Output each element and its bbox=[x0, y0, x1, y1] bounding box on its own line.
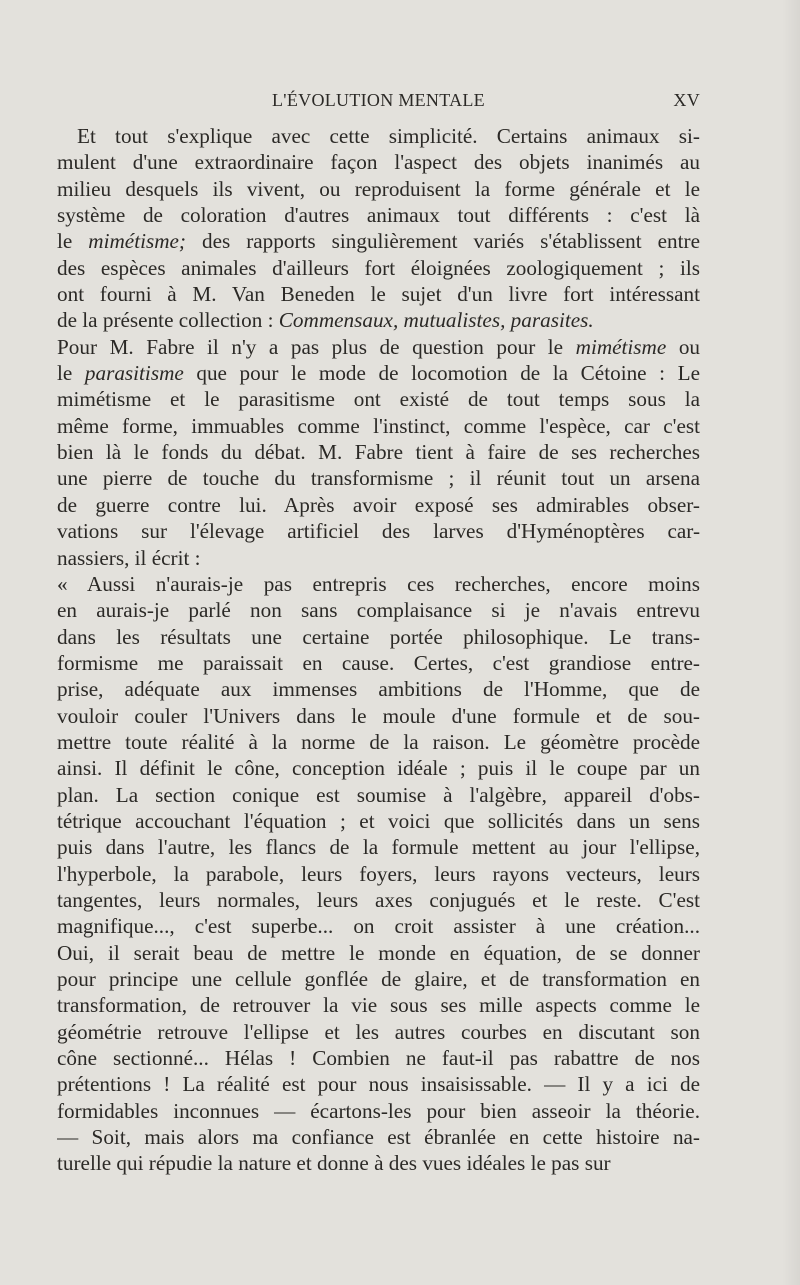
text-run: Oui, il serait beau de mettre le monde en équation, de se donner bbox=[57, 940, 700, 965]
text-run: dans les résultats une certaine portée philosophique. Le trans- bbox=[57, 624, 700, 649]
body-text bbox=[57, 123, 700, 1177]
text-run: géométrie retrouve l'ellipse et les autres courbes en discutant son bbox=[57, 1019, 700, 1044]
text-line bbox=[57, 597, 700, 623]
page-edge-shadow bbox=[782, 0, 800, 1285]
text-run: le bbox=[57, 229, 89, 254]
text-run: transformation, de retrouver la vie sous ses mille aspects comme le bbox=[57, 993, 700, 1018]
text-line bbox=[57, 1098, 700, 1124]
text-line bbox=[57, 729, 700, 755]
text-run: « Aussi n'aurais-je pas entrepris ces recherches, encore moins bbox=[57, 571, 700, 596]
text-run: nassiers, il écrit : bbox=[57, 545, 201, 570]
text-run: vations sur l'élevage artificiel des larves d'Hyménoptères car- bbox=[57, 519, 700, 544]
text-line bbox=[57, 703, 700, 729]
text-line bbox=[57, 545, 700, 571]
text-run: pour principe une cellule gonflée de glaire, et de transformation en bbox=[57, 967, 700, 991]
text-run: tétrique accouchant l'équation ; et voici que sollicités dans un sens bbox=[57, 808, 700, 833]
text-run: mimétisme et le parasitisme ont existé de tout temps sous la bbox=[57, 387, 700, 412]
text-run: mulent d'une extraordinaire façon l'aspect des objets inanimés au bbox=[57, 150, 700, 175]
text-run: cône sectionné... Hélas ! Combien ne faut-il pas rabattre de nos bbox=[57, 1046, 700, 1071]
text-line bbox=[57, 887, 700, 913]
text-run: une pierre de touche du transformisme ; il réunit tout un arsena bbox=[57, 466, 700, 491]
text-line bbox=[57, 176, 700, 202]
text-line bbox=[57, 571, 700, 597]
text-line bbox=[57, 386, 700, 412]
text-run: des rapports singulièrement variés s'établissent entre bbox=[185, 229, 700, 254]
text-line bbox=[57, 940, 700, 966]
text-run: le bbox=[57, 361, 85, 386]
text-run: en aurais-je parlé non sans complaisance si je n'avais entrevu bbox=[57, 598, 700, 623]
italic-term: Commensaux, mutualistes, parasites. bbox=[278, 308, 594, 333]
text-run: — Soit, mais alors ma confiance est ébranlée en cette histoire na- bbox=[57, 1125, 700, 1150]
text-line bbox=[57, 518, 700, 544]
text-run: mettre toute réalité à la norme de la raison. Le géomètre procède bbox=[57, 729, 700, 754]
text-run: ont fourni à M. Van Beneden le sujet d'un livre fort intéressant bbox=[57, 282, 700, 307]
text-line bbox=[57, 1045, 700, 1071]
text-run: ou bbox=[666, 334, 700, 359]
text-run: vouloir couler l'Univers dans le moule d'une formule et de sou- bbox=[57, 703, 700, 728]
text-run: même forme, immuables comme l'instinct, comme l'espèce, car c'est bbox=[57, 413, 700, 438]
text-line bbox=[57, 255, 700, 281]
text-line bbox=[57, 1019, 700, 1045]
text-line bbox=[57, 861, 700, 887]
text-run: bien là le fonds du débat. M. Fabre tient à faire de ses recherches bbox=[57, 440, 700, 465]
text-line bbox=[57, 465, 700, 491]
italic-term: parasitisme bbox=[84, 361, 184, 386]
text-line bbox=[57, 439, 700, 465]
text-line bbox=[57, 492, 700, 518]
text-run: de guerre contre lui. Après avoir exposé ses admirables obser- bbox=[57, 492, 700, 517]
text-line bbox=[57, 992, 700, 1018]
text-line bbox=[57, 1071, 700, 1097]
running-head bbox=[57, 90, 700, 114]
text-line bbox=[57, 413, 700, 439]
page-number: XV bbox=[673, 90, 700, 110]
text-run: prise, adéquate aux immenses ambitions de l'Homme, que de bbox=[57, 677, 700, 702]
text-run: magnifique..., c'est superbe... on croit assister à une création... bbox=[57, 914, 700, 939]
text-line bbox=[57, 808, 700, 834]
text-line bbox=[57, 334, 700, 360]
text-run: Pour M. Fabre il n'y a pas plus de question pour le bbox=[57, 334, 576, 359]
text-line bbox=[57, 307, 700, 333]
text-run: plan. La section conique est soumise à l'algèbre, appareil d'obs- bbox=[57, 782, 700, 807]
text-line bbox=[57, 360, 700, 386]
text-run: de la présente collection : bbox=[57, 308, 279, 333]
text-line bbox=[57, 834, 700, 860]
italic-term: mimétisme bbox=[575, 334, 667, 359]
text-run: que pour le mode de locomotion de la Cétoine : Le bbox=[183, 361, 700, 386]
text-line bbox=[57, 149, 700, 175]
text-line bbox=[57, 913, 700, 939]
text-line bbox=[57, 966, 700, 992]
text-run: ainsi. Il définit le cône, conception idéale ; puis il le coupe par un bbox=[57, 756, 700, 781]
text-line bbox=[57, 755, 700, 781]
text-line bbox=[57, 202, 700, 228]
text-line bbox=[57, 624, 700, 650]
text-line bbox=[57, 1150, 700, 1176]
text-line bbox=[57, 676, 700, 702]
text-line bbox=[57, 782, 700, 808]
text-run: l'hyperbole, la parabole, leurs foyers, leurs rayons vecteurs, leurs bbox=[57, 861, 700, 886]
text-run: puis dans l'autre, les flancs de la formule mettent au jour l'ellipse, bbox=[57, 835, 700, 860]
running-head-title: L'ÉVOLUTION MENTALE bbox=[272, 90, 485, 110]
text-run: prétentions ! La réalité est pour nous insaisissable. — Il y a ici de bbox=[57, 1072, 700, 1097]
text-run: turelle qui répudie la nature et donne à des vues idéales le pas sur bbox=[57, 1151, 611, 1176]
text-line bbox=[57, 281, 700, 307]
text-run: tangentes, leurs normales, leurs axes conjugués et le reste. C'est bbox=[57, 887, 700, 912]
text-run: milieu desquels ils vivent, ou reproduisent la forme générale et le bbox=[57, 176, 700, 201]
text-line bbox=[57, 123, 700, 149]
text-run: formisme me paraissait en cause. Certes, c'est grandiose entre- bbox=[57, 650, 700, 675]
text-run: formidables inconnues — écartons-les pour bien asseoir la théorie. bbox=[57, 1098, 700, 1123]
text-run: système de coloration d'autres animaux tout différents : c'est là bbox=[57, 203, 700, 228]
text-line bbox=[57, 650, 700, 676]
italic-term: mimétisme; bbox=[88, 229, 186, 254]
text-run: Et tout s'explique avec cette simplicité. Certains animaux si- bbox=[77, 124, 700, 148]
text-line bbox=[57, 1124, 700, 1150]
text-line bbox=[57, 228, 700, 254]
text-run: des espèces animales d'ailleurs fort éloignées zoologiquement ; ils bbox=[57, 255, 700, 280]
